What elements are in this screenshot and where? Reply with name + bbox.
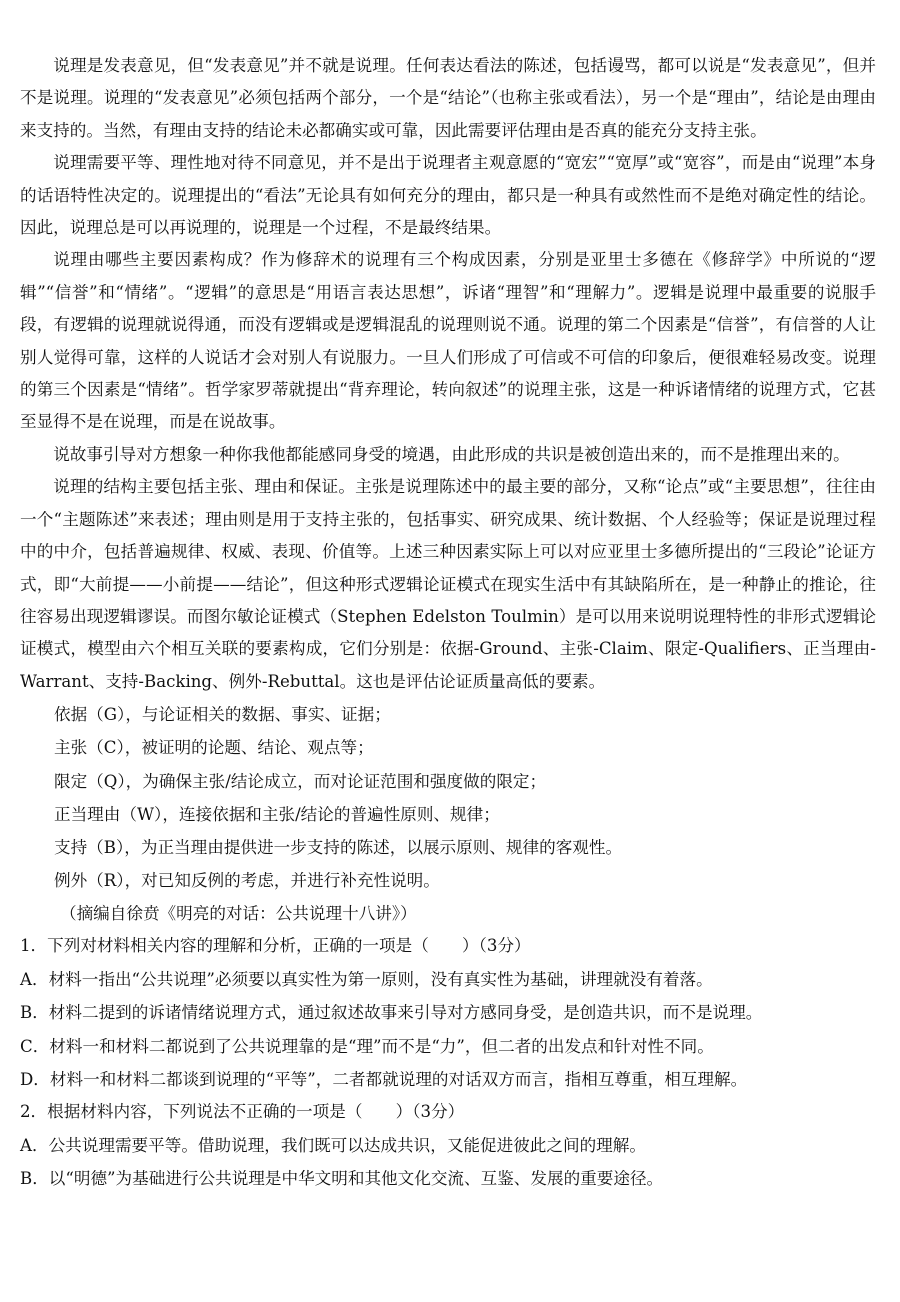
paragraph-4: 说故事引导对方想象一种你我他都能感同身受的境遇，由此形成的共识是被创造出来的，而不是推理出来的。 bbox=[53, 444, 850, 464]
question-1-option-a: A．材料一指出“公共说理”必须要以真实性为第一原则，没有真实性为基础，讲理就没有着落。 bbox=[20, 970, 713, 990]
element-ground: 依据（G），与论证相关的数据、事实、证据； bbox=[54, 705, 391, 725]
element-rebuttal: 例外（R），对已知反例的考虑，并进行补充性说明。 bbox=[54, 871, 440, 891]
element-claim: 主张（C），被证明的论题、结论、观点等； bbox=[54, 738, 374, 758]
element-backing: 支持（B），为正当理由提供进一步支持的陈述，以展示原则、规律的客观性。 bbox=[54, 837, 623, 857]
question-1 bbox=[20, 930, 876, 1096]
question-2-option-a: A．公共说理需要平等。借助说理，我们既可以达成共识，又能促进彼此之间的理解。 bbox=[20, 1135, 646, 1155]
toulmin-elements-list bbox=[20, 698, 876, 897]
paragraph-3: 说理由哪些主要因素构成？作为修辞术的说理有三个构成因素，分别是亚里士多德在《修辞学》中所说的“逻辑”“信誉”和“情绪”。“逻辑”的意思是“用语言表达思想”，诉诸“理智”和“理解力”。逻辑是说理中最重要的说服手段，有逻辑的说理就说得通，而没有逻辑或是逻辑混乱的说理则说不通。说理的第二个因素是“信誉”，有信誉的人让别人觉得可靠，这样的人说话才会对别人有说服力。一旦人们形成了可信或不可信的印象后，便很难轻易改变。说理的第三个因素是“情绪”。哲学家罗蒂就提出“背弃理论，转向叙述”的说理主张，这是一种诉诸情绪的说理方式，它甚至显得不是在说理，而是在说故事。 bbox=[20, 250, 876, 432]
element-qualifiers: 限定（Q），为确保主张/结论成立，而对论证范围和强度做的限定； bbox=[54, 771, 547, 791]
question-1-option-d: D．材料一和材料二都谈到说理的“平等”，二者都就说理的对话双方而言，指相互尊重，相互理解。 bbox=[20, 1069, 748, 1089]
question-2 bbox=[20, 1096, 876, 1195]
paragraph-1: 说理是发表意见，但“发表意见”并不就是说理。任何表达看法的陈述，包括谩骂，都可以说是“发表意见”，但并不是说理。说理的“发表意见”必须包括两个部分，一个是“结论”（也称主张或看法），另一个是“理由”，结论是由理由来支持的。当然，有理由支持的结论未必都确实或可靠，因此需要评估理由是否真的能充分支持主张。 bbox=[20, 56, 876, 140]
question-1-option-c: C．材料一和材料二都说到了公共说理靠的是“理”而不是“力”，但二者的出发点和针对性不同。 bbox=[20, 1036, 714, 1056]
question-2-option-b: B．以“明德”为基础进行公共说理是中华文明和其他文化交流、互鉴、发展的重要途径。 bbox=[20, 1168, 664, 1188]
question-2-stem: 2．根据材料内容，下列说法不正确的一项是（ ）（3分） bbox=[20, 1101, 465, 1121]
question-1-option-b: B．材料二提到的诉诸情绪说理方式，通过叙述故事来引导对方感同身受，是创造共识，而不是说理。 bbox=[20, 1003, 763, 1023]
question-1-stem: 1．下列对材料相关内容的理解和分析，正确的一项是（ ）（3分） bbox=[20, 936, 531, 956]
paragraph-5: 说理的结构主要包括主张、理由和保证。主张是说理陈述中的最主要的部分，又称“论点”或“主要思想”，往往由一个“主题陈述”来表述；理由则是用于支持主张的，包括事实、研究成果、统计数据、个人经验等；保证是说理过程中的中介，包括普遍规律、权威、表现、价值等。上述三种因素实际上可以对应亚里士多德所提出的“三段论”论证方式，即“大前提——小前提——结论”，但这种形式逻辑论证模式在现实生活中有其缺陷所在，是一种静止的推论，往往容易出现逻辑谬误。而图尔敏论证模式（Stephen Edelston Toulmin）是可以用来说明说理特性的非形式逻辑论证模式，模型由六个相互关联的要素构成，它们分别是：依据-Ground、主张-Claim、限定-Qualifiers、正当理由-Warrant、支持-Backing、例外-Rebuttal。这也是评估论证质量高低的要素。 bbox=[20, 477, 876, 691]
element-warrant: 正当理由（W），连接依据和主张/结论的普遍性原则、规律； bbox=[54, 804, 500, 824]
paragraph-2: 说理需要平等、理性地对待不同意见，并不是出于说理者主观意愿的“宽宏”“宽厚”或“宽容”，而是由“说理”本身的话语特性决定的。说理提出的“看法”无论具有如何充分的理由，都只是一种具有或然性而不是绝对确定性的结论。因此，说理总是可以再说理的，说理是一个过程，不是最终结果。 bbox=[20, 153, 876, 238]
source-citation: （摘编自徐贲《明亮的对话：公共说理十八讲》） bbox=[60, 904, 417, 924]
